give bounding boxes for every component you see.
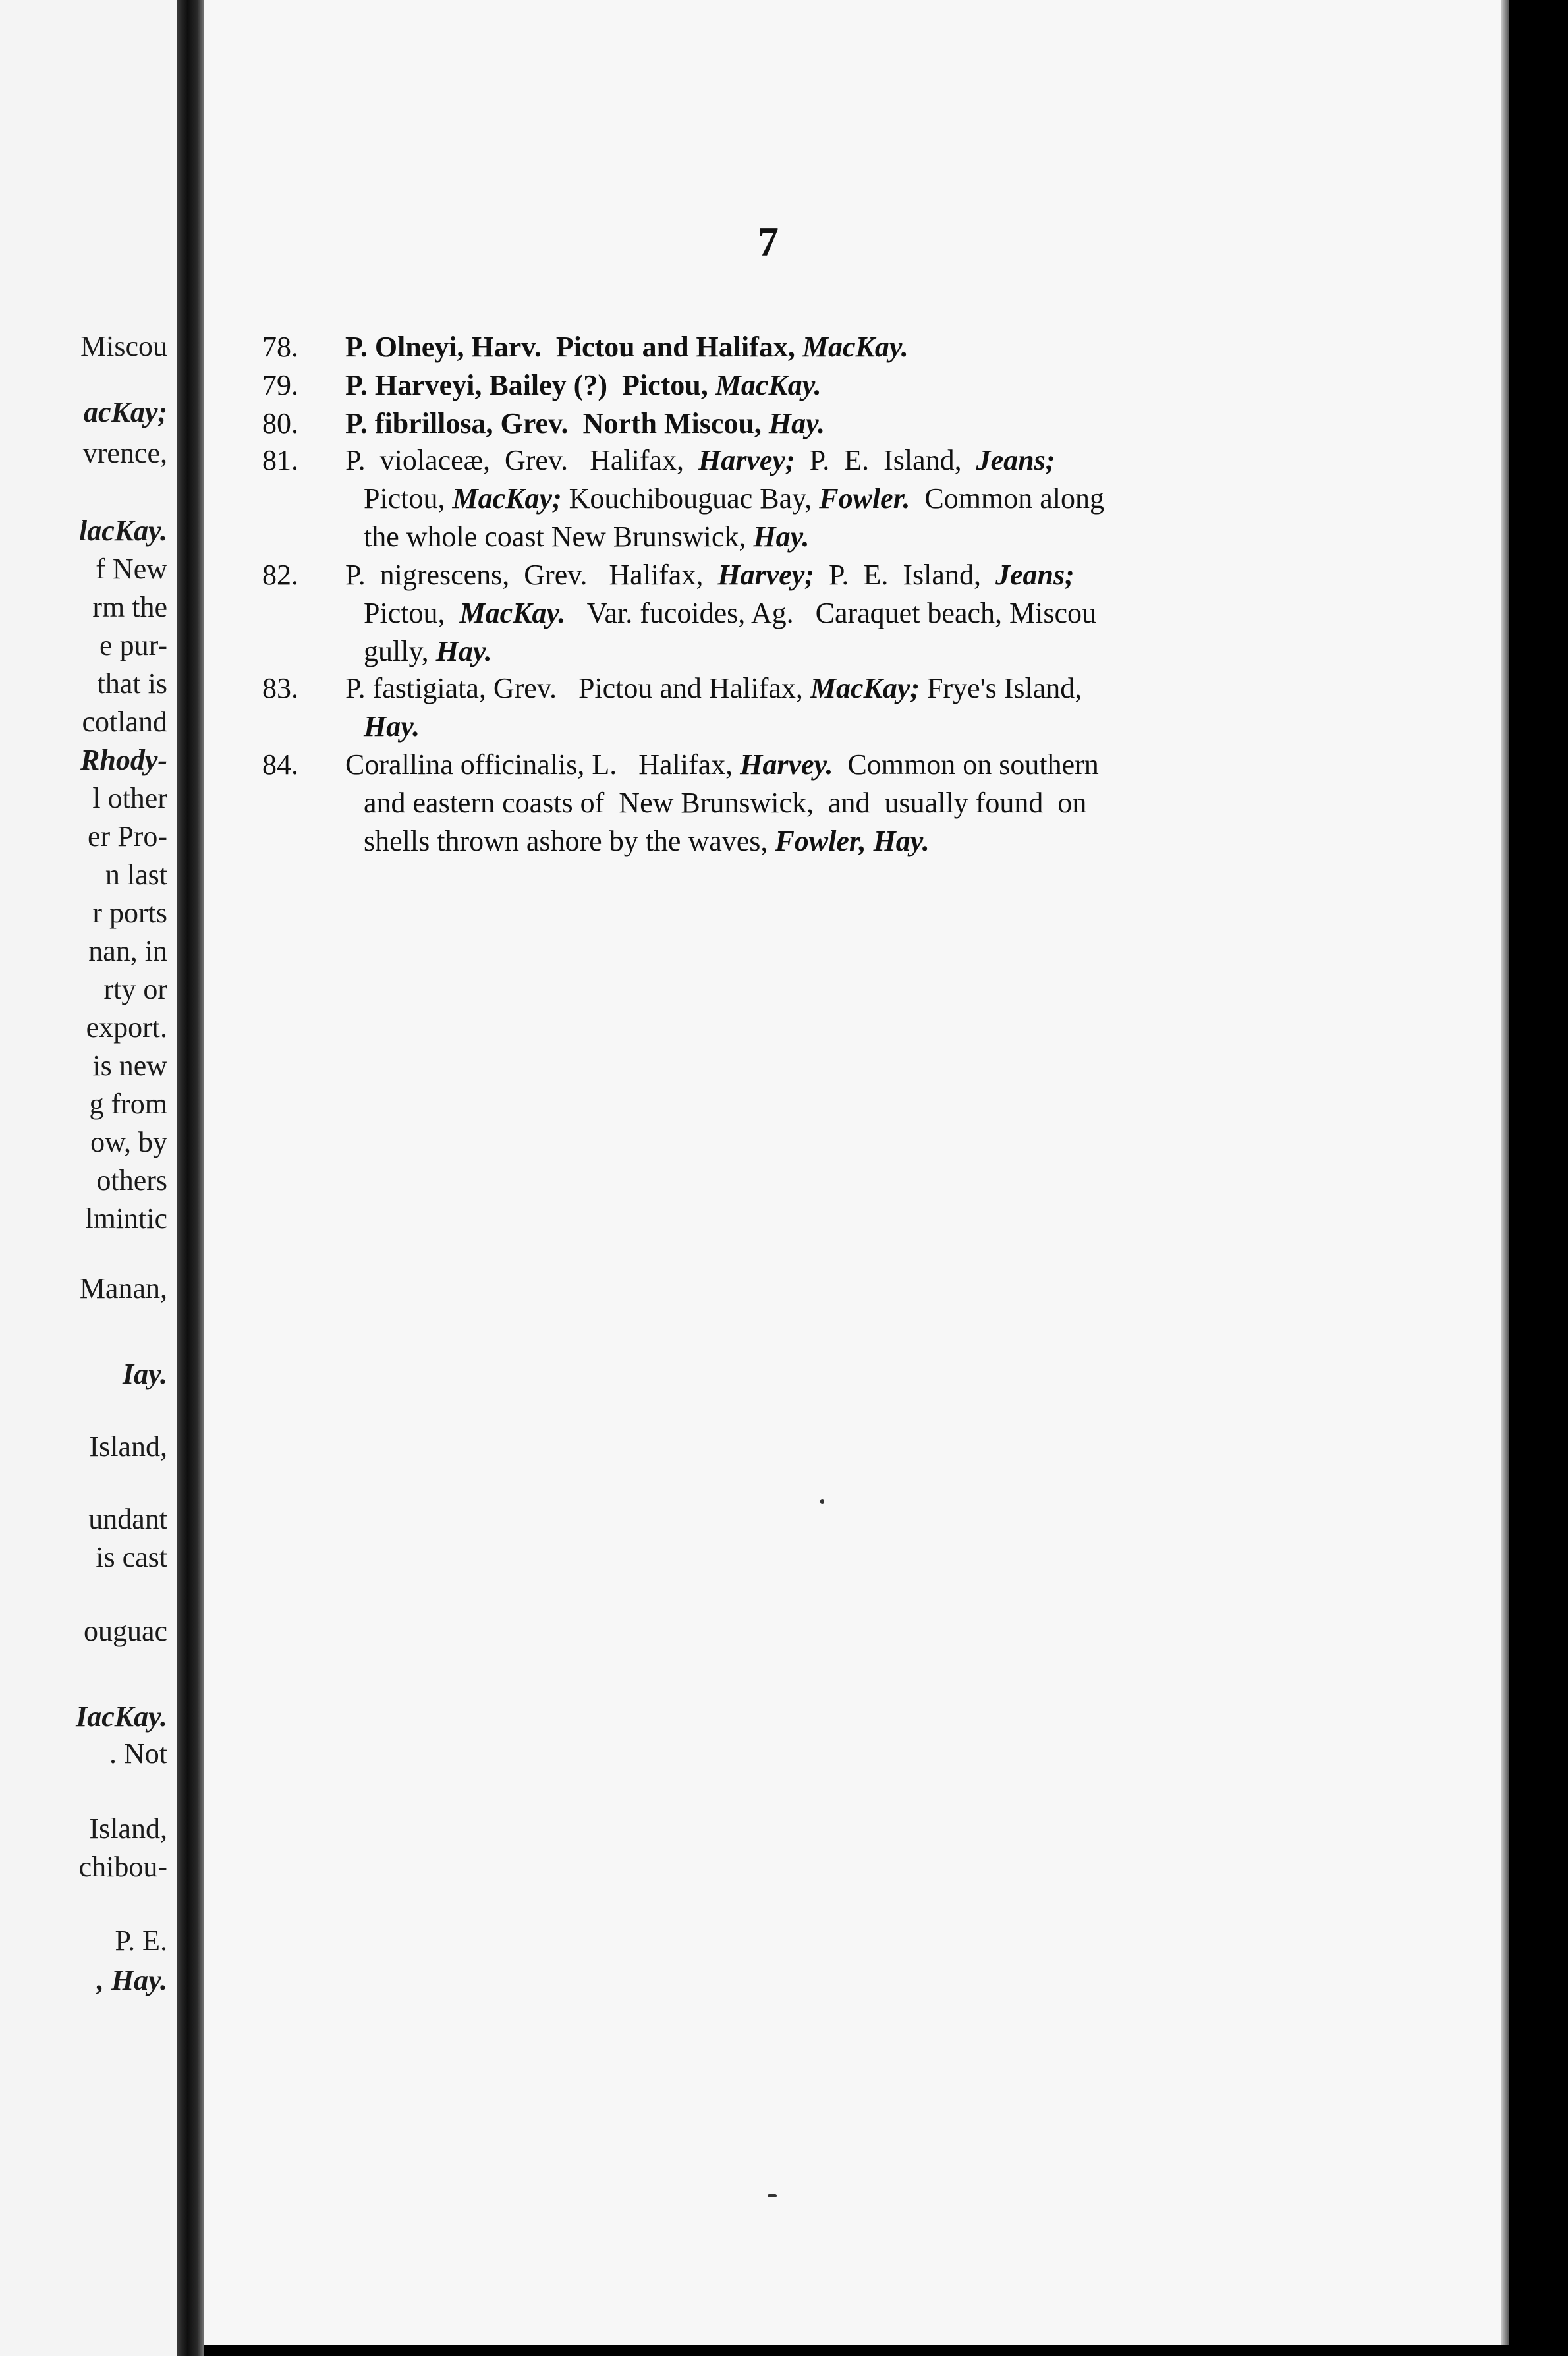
species-entry (262, 441, 1316, 556)
paper-speck (820, 1499, 824, 1504)
facing-page-line: rty or (103, 973, 167, 1005)
facing-page-line: is new (92, 1050, 167, 1082)
entry-line (345, 328, 1316, 366)
entry-line (345, 669, 1316, 708)
collector-name: Jeans; (995, 559, 1075, 591)
entry-text: P. fastigiata, Grev. Pictou and Halifax, (345, 672, 810, 704)
entry-line (345, 784, 1316, 822)
collector-name: Hay. (753, 520, 810, 553)
paper-speck (768, 2194, 777, 2197)
entry-text: P. Harveyi, Bailey (?) Pictou, (345, 369, 715, 401)
species-entry (262, 405, 1316, 443)
entry-line (345, 518, 1316, 556)
entry-text: Frye's Island, (920, 672, 1082, 704)
entry-text: P. nigrescens, Grev. Halifax, (345, 559, 718, 591)
collector-name: Fowler, Hay. (775, 825, 930, 857)
facing-page-line: undant (88, 1503, 167, 1535)
entry-number: 81. (262, 444, 298, 476)
collector-name: MacKay; (452, 482, 562, 515)
facing-page-line: lacKay. (79, 515, 167, 547)
scan-border (1509, 0, 1568, 2356)
collector-name: Harvey; (717, 559, 814, 591)
facing-page-line: nan, in (88, 935, 167, 967)
species-entry (262, 556, 1316, 671)
species-entry (262, 366, 1316, 405)
facing-page-line: Island, (89, 1812, 167, 1845)
entry-number: 84. (262, 748, 298, 781)
collector-name: Hay. (435, 635, 492, 667)
entry-text: and eastern coasts of New Brunswick, and usually found on (364, 787, 1087, 819)
entry-number: 83. (262, 672, 298, 704)
entry-text: shells thrown ashore by the waves, (364, 825, 775, 857)
facing-page-line: l other (92, 782, 167, 814)
entry-text: the whole coast New Brunswick, (364, 520, 754, 553)
collector-name: Harvey; (698, 444, 795, 476)
facing-page-line: Manan, (79, 1272, 167, 1304)
entry-line (345, 480, 1316, 518)
collector-name: Fowler. (819, 482, 910, 515)
entry-line (345, 366, 1316, 405)
collector-name: Jeans; (976, 444, 1055, 476)
facing-page-line: er Pro- (88, 820, 167, 853)
entry-text: Common along (910, 482, 1104, 515)
facing-page-line: ouguac (83, 1615, 167, 1647)
page-edge (1501, 0, 1509, 2345)
entry-text: Pictou, (364, 482, 453, 515)
entry-line (345, 822, 1316, 860)
facing-page-line: r ports (92, 897, 167, 929)
entry-line (345, 405, 1316, 443)
facing-page-line: ow, by (90, 1126, 167, 1158)
collector-name: MacKay; (810, 672, 920, 704)
collector-name: MacKay. (459, 597, 566, 629)
species-entry (262, 746, 1316, 860)
page-number: 7 (758, 218, 779, 265)
entry-line (345, 632, 1316, 671)
facing-page-line: cotland (82, 706, 167, 738)
entry-line (345, 556, 1316, 594)
facing-page-line: vrence, (82, 437, 167, 469)
facing-page-line: Rhody- (80, 744, 167, 776)
collector-name: Hay. (364, 710, 420, 743)
entry-number: 79. (262, 369, 298, 401)
facing-page-line: rm the (92, 591, 167, 623)
facing-page-line: is cast (96, 1541, 167, 1573)
entry-text: Common on southern (833, 748, 1099, 781)
facing-page-line: that is (97, 667, 167, 700)
collector-name: Harvey. (740, 748, 833, 781)
facing-page-line: chibou- (78, 1851, 167, 1883)
facing-page-line: acKay; (83, 396, 167, 428)
entry-number: 78. (262, 331, 298, 363)
entry-text: Corallina officinalis, L. Halifax, (345, 748, 741, 781)
collector-name: MacKay. (802, 331, 909, 363)
book-gutter (177, 0, 204, 2356)
entry-line (345, 746, 1316, 784)
entry-text: P. violaceæ, Grev. Halifax, (345, 444, 699, 476)
facing-page-line: e pur- (99, 629, 167, 661)
species-entry (262, 328, 1316, 366)
facing-page-line: export. (86, 1011, 167, 1044)
entry-line (345, 441, 1316, 480)
facing-page-line: n last (105, 858, 167, 891)
entry-line (345, 594, 1316, 632)
entry-text: gully, (364, 635, 436, 667)
facing-page-fragment (0, 0, 177, 2356)
entry-number: 80. (262, 407, 298, 439)
entry-line (345, 708, 1316, 746)
facing-page-line: Island, (89, 1430, 167, 1463)
collector-name: MacKay. (715, 369, 822, 401)
facing-page-line: Iay. (122, 1358, 167, 1390)
facing-page-line: f New (96, 553, 167, 585)
entry-text: P. E. Island, (814, 559, 995, 591)
entry-text: Pictou, (364, 597, 460, 629)
entry-number: 82. (262, 559, 298, 591)
facing-page-line: Miscou (80, 330, 167, 362)
facing-page-line: others (96, 1164, 167, 1196)
facing-page-line: . Not (109, 1737, 167, 1770)
facing-page-line: , Hay. (96, 1964, 167, 1996)
facing-page-line: g from (89, 1088, 167, 1120)
entry-text: Kouchibouguac Bay, (561, 482, 820, 515)
entry-text: P. E. Island, (795, 444, 976, 476)
facing-page-line: IacKay. (76, 1700, 167, 1733)
collector-name: Hay. (768, 407, 826, 439)
facing-page-line: lmintic (85, 1202, 167, 1235)
facing-page-line: P. E. (115, 1924, 167, 1957)
entry-text: Var. fucoides, Ag. Caraquet beach, Miscou (565, 597, 1097, 629)
entry-text: P. Olneyi, Harv. Pictou and Halifax, (345, 331, 802, 363)
entry-text: P. fibrillosa, Grev. North Miscou, (345, 407, 769, 439)
species-entry (262, 669, 1316, 746)
